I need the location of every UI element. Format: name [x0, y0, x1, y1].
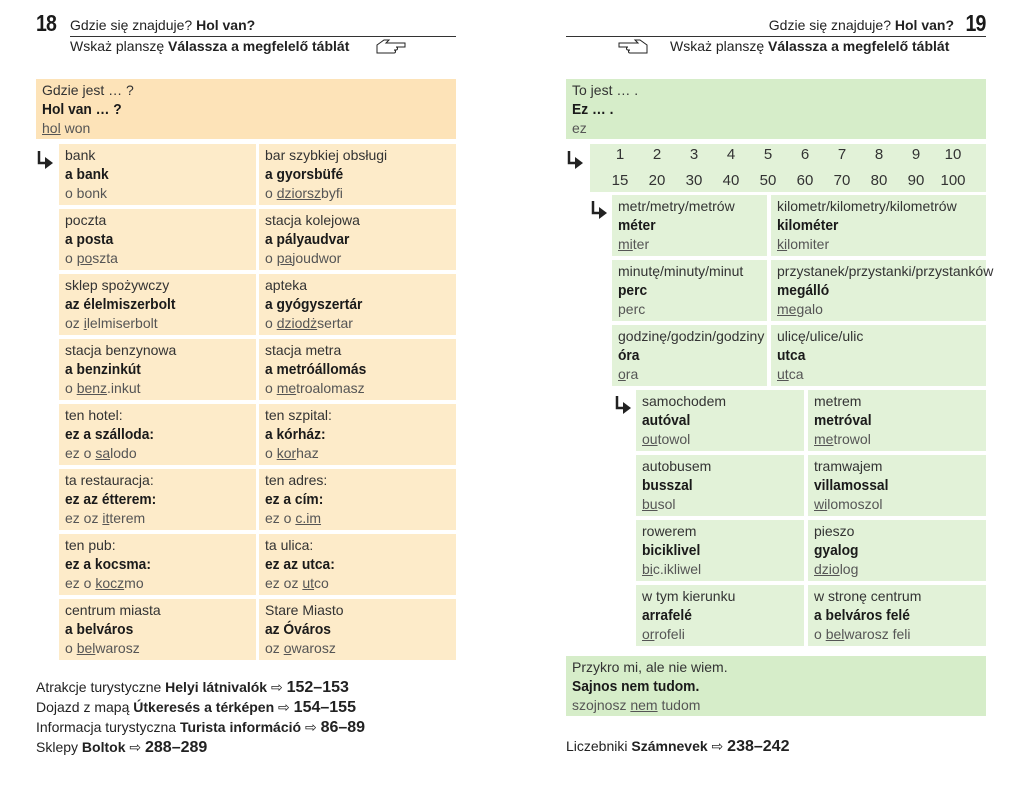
number-label: 15	[611, 172, 629, 189]
entry-polish: metr/metry/metrów	[618, 198, 735, 214]
entry-pronunciation: megalo	[777, 301, 823, 317]
entry-pronunciation: metrowol	[814, 431, 871, 447]
ref-arrow-icon: ⇨	[129, 739, 142, 755]
entry-pronunciation: bic.ikliwel	[642, 561, 702, 577]
ref-hungarian: Turista információ	[179, 719, 302, 735]
header-phrase-box	[36, 79, 456, 139]
entry-pronunciation: outowol	[642, 431, 691, 447]
arrow-icon	[36, 150, 54, 170]
ref-polish: Sklepy	[36, 739, 79, 755]
entry-polish: bar szybkiej obsługi	[265, 147, 388, 163]
entry-hungarian: a metróállomás	[265, 361, 367, 378]
ref-arrow-icon: ⇨	[270, 679, 283, 695]
pointing-hand-left-icon	[372, 38, 406, 56]
ref-hungarian: Számnevek	[631, 738, 708, 754]
entry-hungarian: kilométer	[777, 217, 839, 234]
cross-reference	[566, 738, 789, 756]
cross-reference	[36, 719, 365, 737]
entry-pronunciation: wilomoszol	[814, 496, 883, 512]
entry-hungarian: az élelmiszerbolt	[65, 296, 176, 313]
entry-pronunciation: o poszta	[65, 250, 118, 266]
title-bold: Hol van?	[196, 17, 256, 33]
page-title	[70, 17, 255, 33]
entry-hungarian: az Óváros	[265, 621, 331, 638]
vocab-entry	[259, 274, 456, 335]
number-label: 70	[833, 172, 851, 189]
entry-polish: ten hotel:	[65, 407, 123, 423]
number-label: 80	[870, 172, 888, 189]
entry-polish: centrum miasta	[65, 602, 161, 618]
vocab-entry	[59, 339, 256, 400]
number-label: 3	[689, 146, 699, 163]
page-number: 19	[965, 10, 986, 36]
vocab-entry	[59, 274, 256, 335]
entry-hungarian: metróval	[814, 412, 872, 429]
entry-polish: ta restauracja:	[65, 472, 154, 488]
entry-pronunciation: ez o salodo	[65, 445, 137, 461]
vocab-entry	[259, 144, 456, 205]
number-label: 50	[759, 172, 777, 189]
entry-polish: apteka	[265, 277, 308, 293]
transport-entry	[636, 390, 804, 451]
entry-hungarian: gyalog	[814, 542, 859, 559]
cross-reference	[36, 739, 207, 757]
entry-polish: godzinę/godzin/godziny	[618, 328, 765, 344]
ref-arrow-icon: ⇨	[711, 738, 724, 754]
ref-pages: 288–289	[145, 739, 208, 756]
entry-polish: bank	[65, 147, 96, 163]
ref-arrow-icon: ⇨	[304, 719, 317, 735]
phrase-pronunciation: szojnosz nem tudom	[572, 697, 701, 713]
entry-polish: minutę/minuty/minut	[618, 263, 744, 279]
number-label: 5	[763, 146, 773, 163]
entry-pronunciation: orrofeli	[642, 626, 685, 642]
entry-hungarian: ez az utca:	[265, 556, 335, 573]
vocab-entry	[259, 469, 456, 530]
vocab-entry	[259, 339, 456, 400]
entry-hungarian: megálló	[777, 282, 830, 299]
vocab-entry	[259, 534, 456, 595]
entry-pronunciation: o dziorszbyfi	[265, 185, 343, 201]
unit-entry	[771, 195, 986, 256]
number-label: 7	[837, 146, 847, 163]
entry-polish: w tym kierunku	[642, 588, 736, 604]
ref-polish: Atrakcje turystyczne	[36, 679, 162, 695]
entry-pronunciation: kilomiter	[777, 236, 830, 252]
number-label: 20	[648, 172, 666, 189]
entry-polish: przystanek/przystanki/przystanków	[777, 263, 994, 279]
vocab-entry	[59, 209, 256, 270]
phrase-hungarian: Sajnos nem tudom.	[572, 678, 700, 695]
phrase-polish: Gdzie jest … ?	[42, 82, 134, 98]
transport-entry	[808, 390, 986, 451]
entry-polish: sklep spożywczy	[65, 277, 170, 293]
entry-pronunciation: o belwarosz feli	[814, 626, 911, 642]
entry-hungarian: a kórház:	[265, 426, 326, 443]
entry-polish: ten adres:	[265, 472, 328, 488]
entry-polish: autobusem	[642, 458, 712, 474]
entry-pronunciation: ez o c.im	[265, 510, 322, 526]
number-label: 40	[722, 172, 740, 189]
number-label: 30	[685, 172, 703, 189]
subtitle-prefix: Wskaż planszę	[670, 38, 765, 54]
bottom-phrase-box	[566, 656, 986, 716]
title-bold: Hol van?	[894, 17, 954, 33]
entry-pronunciation: o bonk	[65, 185, 108, 201]
entry-hungarian: ez a kocsma:	[65, 556, 151, 573]
title-prefix: Gdzie się znajduje?	[70, 17, 193, 33]
entry-pronunciation: utca	[777, 366, 804, 382]
entry-polish: stacja kolejowa	[265, 212, 360, 228]
arrow-icon	[614, 395, 632, 415]
page-number: 18	[36, 10, 57, 36]
page-subtitle	[670, 38, 949, 54]
entry-polish: tramwajem	[814, 458, 883, 474]
header-phrase-box	[566, 79, 986, 139]
entry-pronunciation: oz ilelmiserbolt	[65, 315, 158, 331]
entry-hungarian: ez az étterem:	[65, 491, 157, 508]
number-label: 1	[615, 146, 625, 163]
entry-polish: w stronę centrum	[814, 588, 922, 604]
numbers-box	[590, 144, 986, 192]
vocab-entry	[59, 404, 256, 465]
entry-hungarian: a gyorsbüfé	[265, 166, 344, 183]
entry-hungarian: autóval	[642, 412, 691, 429]
entry-hungarian: arrafelé	[642, 607, 692, 624]
number-label: 2	[652, 146, 662, 163]
unit-entry	[771, 325, 986, 386]
entry-hungarian: perc	[618, 282, 648, 299]
ref-hungarian: Helyi látnivalók	[165, 679, 268, 695]
title-prefix: Gdzie się znajduje?	[768, 17, 891, 33]
number-label: 6	[800, 146, 810, 163]
entry-polish: ten szpital:	[265, 407, 332, 423]
entry-hungarian: busszal	[642, 477, 693, 494]
header-rule	[566, 36, 986, 37]
ref-pages: 238–242	[727, 738, 790, 755]
entry-hungarian: a pályaudvar	[265, 231, 350, 248]
entry-polish: ten pub:	[65, 537, 116, 553]
entry-hungarian: a posta	[65, 231, 114, 248]
pointing-hand-right-icon	[618, 38, 652, 56]
cross-reference	[36, 699, 356, 717]
entry-hungarian: ez a szálloda:	[65, 426, 154, 443]
header-rule	[70, 36, 456, 37]
phrase-polish: Przykro mi, ale nie wiem.	[572, 659, 728, 675]
transport-entry	[808, 585, 986, 646]
entry-hungarian: utca	[777, 347, 806, 364]
transport-entry	[808, 520, 986, 581]
entry-pronunciation: ez oz itterem	[65, 510, 146, 526]
unit-entry	[612, 195, 767, 256]
number-label: 100	[940, 172, 966, 189]
subtitle-prefix: Wskaż planszę	[70, 38, 165, 54]
entry-pronunciation: ez oz utco	[265, 575, 329, 591]
entry-pronunciation: ora	[618, 366, 639, 382]
entry-hungarian: a gyógyszertár	[265, 296, 363, 313]
phrase-polish: To jest … .	[572, 82, 639, 98]
left-page	[36, 0, 456, 791]
phrase-pronunciation: ez	[572, 120, 587, 136]
vocab-entry	[59, 534, 256, 595]
entry-polish: pieszo	[814, 523, 855, 539]
entry-polish: ta ulica:	[265, 537, 314, 553]
arrow-icon	[590, 200, 608, 220]
phrase-hungarian: Ez … .	[572, 101, 614, 118]
entry-pronunciation: perc	[618, 301, 646, 317]
vocab-entry	[59, 599, 256, 660]
ref-pages: 86–89	[320, 719, 366, 736]
entry-polish: ulicę/ulice/ulic	[777, 328, 864, 344]
phrase-hungarian: Hol van … ?	[42, 101, 122, 118]
number-label: 8	[874, 146, 884, 163]
cross-reference	[36, 679, 349, 697]
ref-pages: 154–155	[293, 699, 356, 716]
entry-pronunciation: o korhaz	[265, 445, 319, 461]
number-label: 90	[907, 172, 925, 189]
transport-entry	[808, 455, 986, 516]
entry-hungarian: a bank	[65, 166, 109, 183]
entry-pronunciation: o benz.inkut	[65, 380, 141, 396]
vocab-entry	[259, 209, 456, 270]
ref-arrow-icon: ⇨	[278, 699, 290, 715]
entry-hungarian: a belváros felé	[814, 607, 910, 624]
entry-pronunciation: ez o koczmo	[65, 575, 144, 591]
entry-hungarian: ez a cím:	[265, 491, 324, 508]
vocab-entry	[259, 599, 456, 660]
ref-polish: Liczebniki	[566, 738, 628, 754]
transport-entry	[636, 520, 804, 581]
page-title	[769, 17, 954, 33]
entry-polish: kilometr/kilometry/kilometrów	[777, 198, 957, 214]
number-label: 10	[944, 146, 962, 163]
number-label: 9	[911, 146, 921, 163]
ref-hungarian: Boltok	[81, 739, 126, 755]
unit-entry	[771, 260, 994, 321]
vocab-entry	[259, 404, 456, 465]
transport-entry	[636, 585, 804, 646]
ref-polish: Dojazd z mapą	[36, 699, 130, 715]
entry-pronunciation: o metroalomasz	[265, 380, 365, 396]
transport-entry	[636, 455, 804, 516]
phrase-pronunciation: hol won	[42, 120, 91, 136]
entry-pronunciation: miter	[618, 236, 650, 252]
entry-polish: stacja metra	[265, 342, 342, 358]
entry-pronunciation: busol	[642, 496, 676, 512]
entry-polish: Stare Miasto	[265, 602, 344, 618]
unit-entry	[612, 325, 767, 386]
subtitle-bold: Válassza a megfelelő táblát	[168, 38, 350, 54]
ref-polish: Informacja turystyczna	[36, 719, 177, 735]
subtitle-bold: Válassza a megfelelő táblát	[768, 38, 950, 54]
entry-hungarian: a belváros	[65, 621, 134, 638]
entry-pronunciation: o pajoudwor	[265, 250, 342, 266]
entry-polish: samochodem	[642, 393, 727, 409]
vocab-entry	[59, 469, 256, 530]
unit-entry	[612, 260, 767, 321]
ref-pages: 152–153	[286, 679, 349, 696]
number-label: 4	[726, 146, 736, 163]
ref-hungarian: Útkeresés a térképen	[133, 699, 275, 715]
entry-pronunciation: oz owarosz	[265, 640, 336, 656]
page-subtitle	[70, 38, 349, 54]
right-page	[566, 0, 994, 791]
entry-polish: stacja benzynowa	[65, 342, 177, 358]
entry-pronunciation: dziolog	[814, 561, 859, 577]
entry-hungarian: biciklivel	[642, 542, 701, 559]
arrow-icon	[566, 150, 584, 170]
entry-polish: poczta	[65, 212, 107, 228]
entry-pronunciation: o belwarosz	[65, 640, 140, 656]
number-label: 60	[796, 172, 814, 189]
entry-hungarian: méter	[618, 217, 656, 234]
entry-polish: rowerem	[642, 523, 697, 539]
entry-polish: metrem	[814, 393, 862, 409]
vocab-entry	[59, 144, 256, 205]
entry-hungarian: óra	[618, 347, 640, 364]
entry-hungarian: villamossal	[814, 477, 889, 494]
entry-hungarian: a benzinkút	[65, 361, 141, 378]
entry-pronunciation: o dziodżsertar	[265, 315, 353, 331]
